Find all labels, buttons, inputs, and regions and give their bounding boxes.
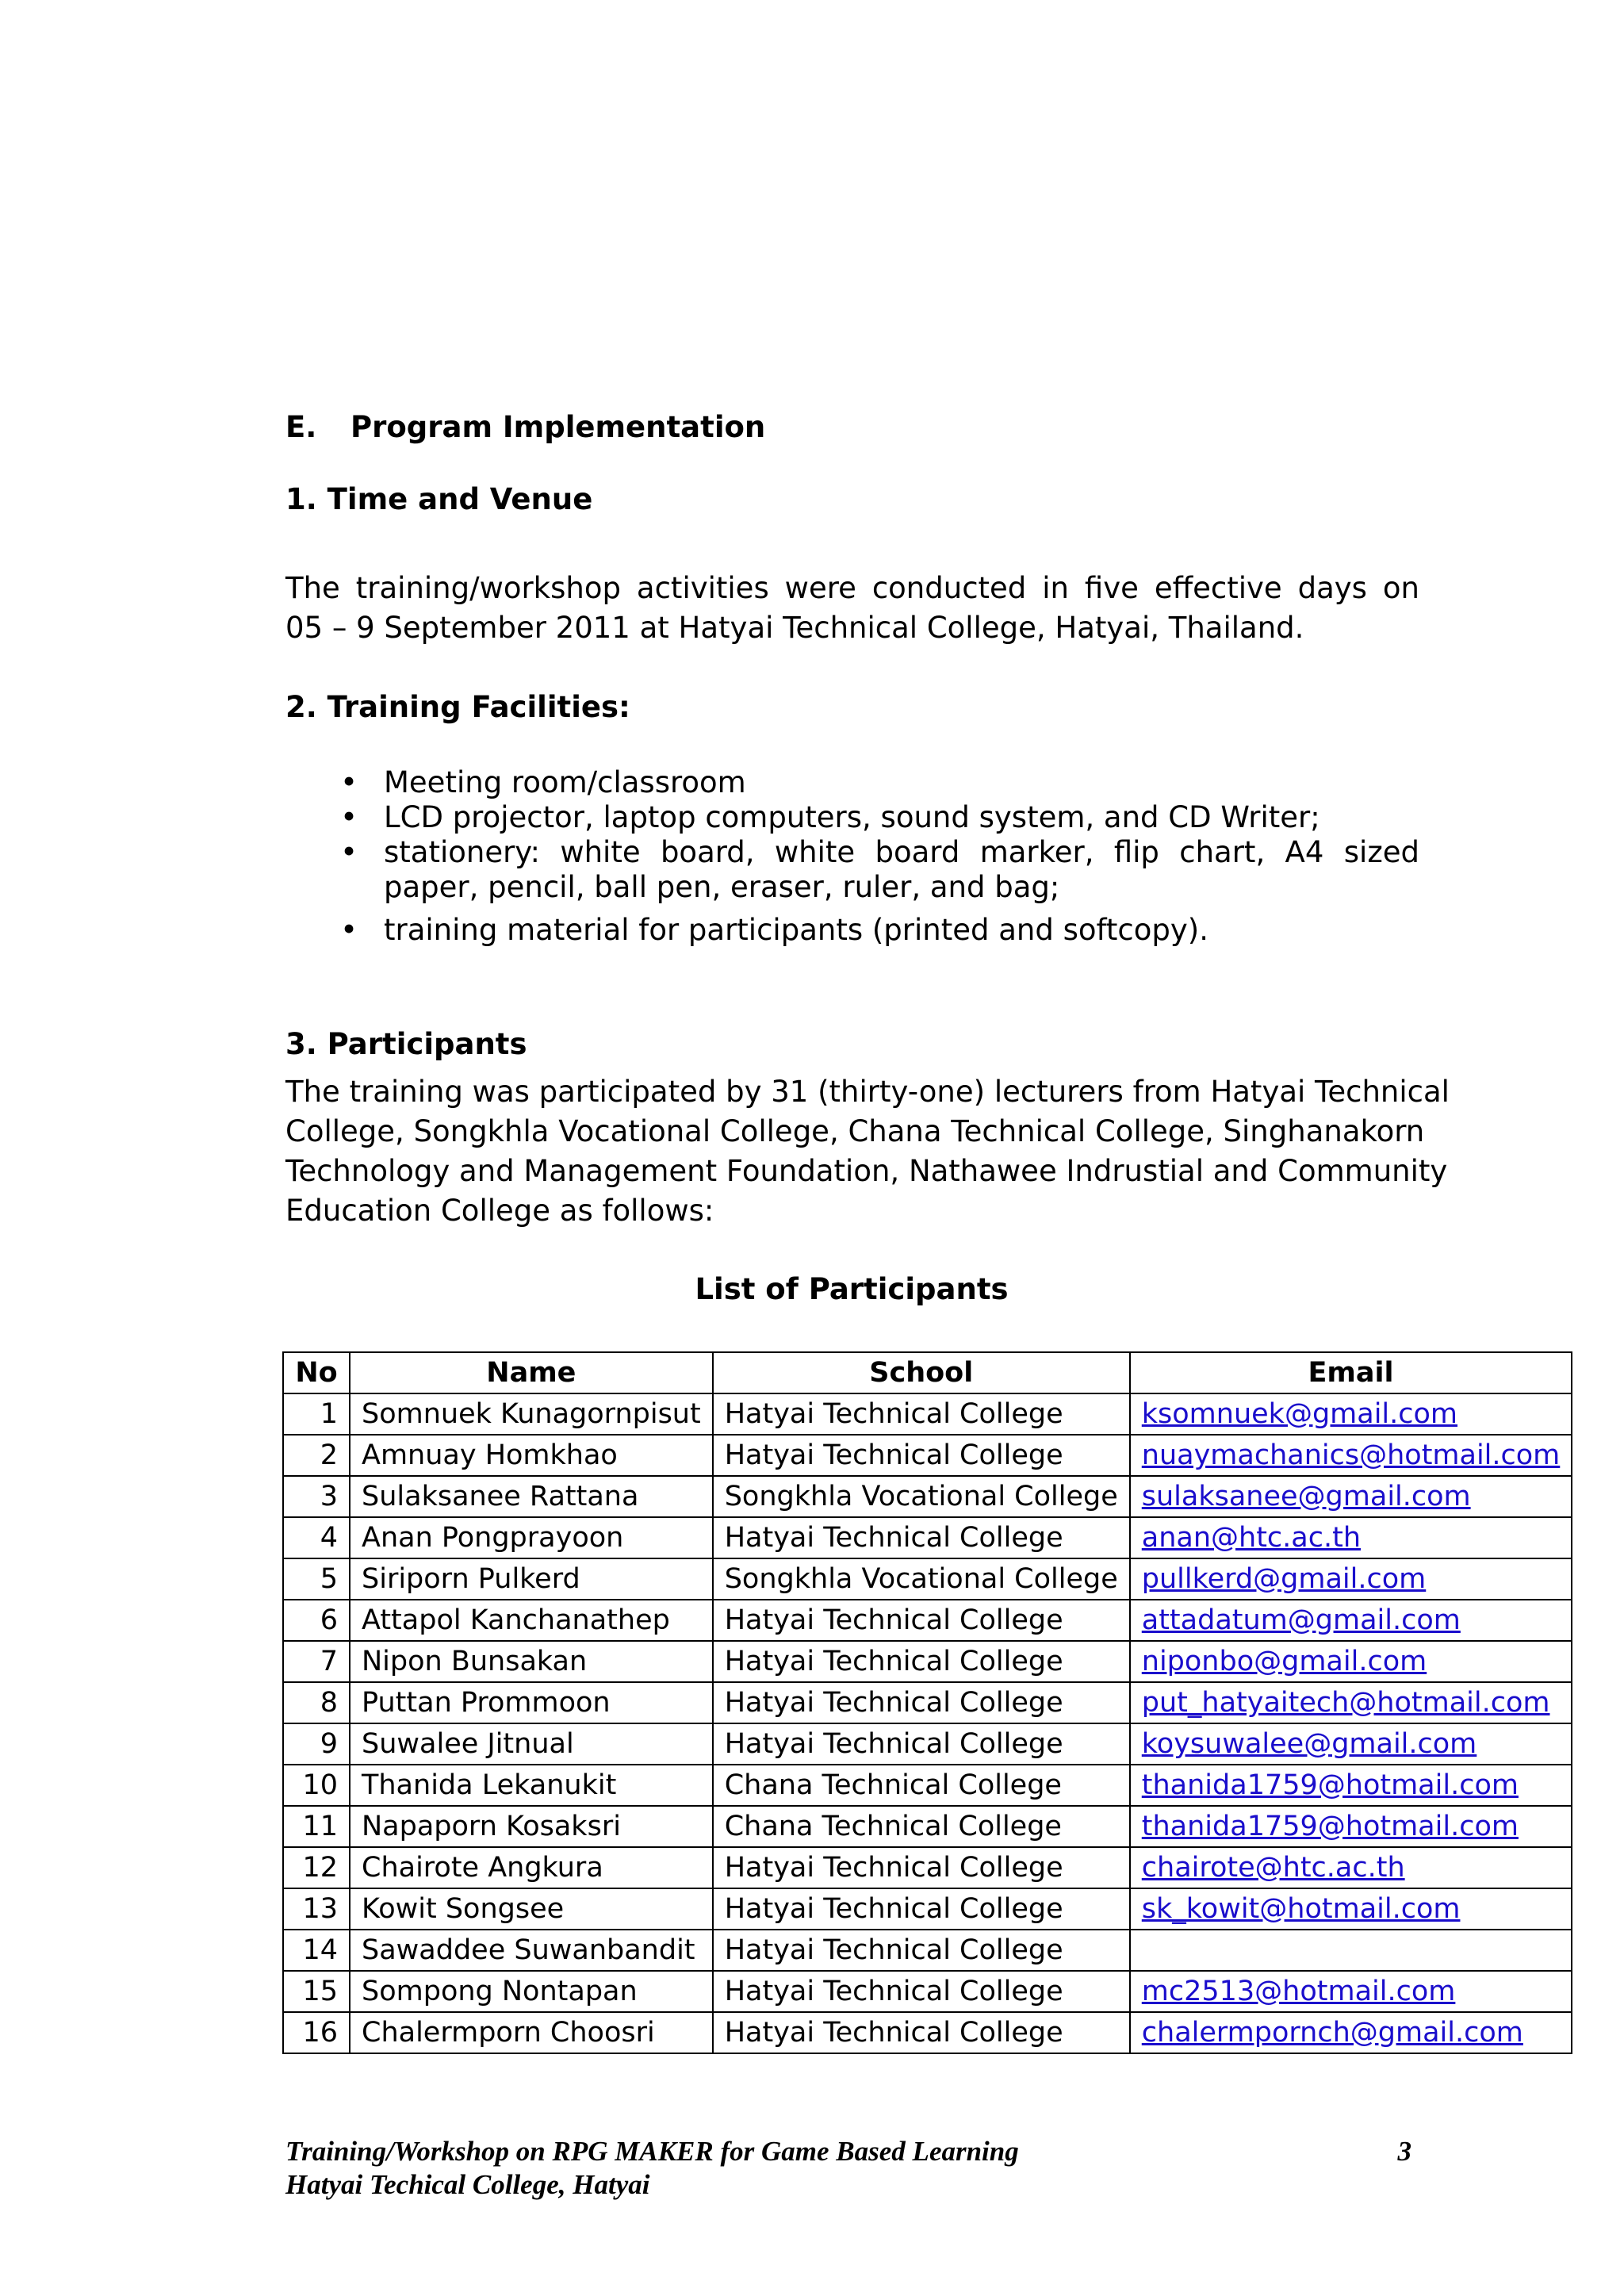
footer-subtitle: Hatyai Techical College, Hatyai bbox=[285, 2169, 650, 2200]
table-body bbox=[283, 1393, 1572, 2053]
cell-email bbox=[1130, 1558, 1572, 1600]
cell-school: Hatyai Technical College bbox=[713, 1600, 1130, 1641]
cell-no: 13 bbox=[283, 1888, 350, 1930]
table-row bbox=[283, 1930, 1572, 1971]
cell-name: Nipon Bunsakan bbox=[350, 1641, 713, 1682]
list-item-text: training material for participants (printed and softcopy). bbox=[384, 913, 1208, 947]
cell-no: 14 bbox=[283, 1930, 350, 1971]
cell-email bbox=[1130, 1476, 1572, 1517]
cell-school: Hatyai Technical College bbox=[713, 1641, 1130, 1682]
column-header-email: Email bbox=[1130, 1352, 1572, 1393]
cell-name: Chalermporn Choosri bbox=[350, 2012, 713, 2053]
email-link[interactable]: put_hatyaitech@hotmail.com bbox=[1141, 1687, 1550, 1719]
cell-school: Hatyai Technical College bbox=[713, 1971, 1130, 2012]
email-link[interactable]: thanida1759@hotmail.com bbox=[1141, 1769, 1519, 1801]
cell-name: Attapol Kanchanathep bbox=[350, 1600, 713, 1641]
section-heading bbox=[285, 410, 765, 445]
email-link[interactable]: niponbo@gmail.com bbox=[1141, 1646, 1427, 1677]
footer-title: Training/Workshop on RPG MAKER for Game Based Learning bbox=[285, 2136, 1019, 2167]
cell-name: Siriporn Pulkerd bbox=[350, 1558, 713, 1600]
bullet-icon: • bbox=[340, 800, 358, 834]
cell-name: Chairote Angkura bbox=[350, 1847, 713, 1888]
cell-school: Chana Technical College bbox=[713, 1765, 1130, 1806]
cell-school: Hatyai Technical College bbox=[713, 1847, 1130, 1888]
participants-line: Technology and Management Foundation, Nathawee Indrustial and Community bbox=[285, 1154, 1448, 1188]
cell-email bbox=[1130, 1682, 1572, 1723]
cell-no: 3 bbox=[283, 1476, 350, 1517]
cell-email bbox=[1130, 1930, 1572, 1971]
email-link[interactable]: sk_kowit@hotmail.com bbox=[1141, 1893, 1461, 1925]
table-row bbox=[283, 1765, 1572, 1806]
bullet-icon: • bbox=[340, 913, 358, 947]
list-item-text: LCD projector, laptop computers, sound system, and CD Writer; bbox=[384, 800, 1320, 834]
cell-no: 11 bbox=[283, 1806, 350, 1847]
list-item bbox=[333, 765, 1419, 800]
cell-school: Chana Technical College bbox=[713, 1806, 1130, 1847]
table-row bbox=[283, 1723, 1572, 1765]
facilities-heading: 2. Training Facilities: bbox=[285, 690, 630, 724]
cell-name: Amnuay Homkhao bbox=[350, 1435, 713, 1476]
cell-name: Kowit Songsee bbox=[350, 1888, 713, 1930]
table-row bbox=[283, 1847, 1572, 1888]
participants-table bbox=[282, 1351, 1572, 2054]
cell-email bbox=[1130, 1600, 1572, 1641]
table-row bbox=[283, 1393, 1572, 1435]
email-link[interactable]: nuaymachanics@hotmail.com bbox=[1141, 1439, 1561, 1471]
cell-no: 1 bbox=[283, 1393, 350, 1435]
list-item-text: Meeting room/classroom bbox=[384, 765, 746, 799]
cell-email bbox=[1130, 1517, 1572, 1558]
table-header-row bbox=[283, 1352, 1572, 1393]
list-item bbox=[333, 835, 1419, 905]
section-title: Program Implementation bbox=[350, 410, 766, 444]
table-row bbox=[283, 1517, 1572, 1558]
participants-line: Education College as follows: bbox=[285, 1194, 714, 1228]
email-link[interactable]: thanida1759@hotmail.com bbox=[1141, 1811, 1519, 1842]
cell-no: 15 bbox=[283, 1971, 350, 2012]
participants-heading: 3. Participants bbox=[285, 1027, 527, 1061]
cell-name: Sawaddee Suwanbandit bbox=[350, 1930, 713, 1971]
cell-school: Hatyai Technical College bbox=[713, 1393, 1130, 1435]
table-row bbox=[283, 1888, 1572, 1930]
cell-no: 10 bbox=[283, 1765, 350, 1806]
email-link[interactable]: chairote@htc.ac.th bbox=[1141, 1852, 1405, 1884]
participants-line: The training was participated by 31 (thirty-one) lecturers from Hatyai Technical bbox=[285, 1075, 1450, 1109]
time-venue-line-2: 05 – 9 September 2011 at Hatyai Technical College, Hatyai, Thailand. bbox=[285, 611, 1304, 645]
section-letter: E. bbox=[285, 410, 317, 444]
email-link[interactable]: sulaksanee@gmail.com bbox=[1141, 1481, 1471, 1512]
column-header-no: No bbox=[283, 1352, 350, 1393]
cell-name: Anan Pongprayoon bbox=[350, 1517, 713, 1558]
cell-email bbox=[1130, 1888, 1572, 1930]
cell-email bbox=[1130, 2012, 1572, 2053]
bullet-icon: • bbox=[340, 765, 358, 799]
cell-name: Somnuek Kunagornpisut bbox=[350, 1393, 713, 1435]
table-row bbox=[283, 1476, 1572, 1517]
cell-name: Napaporn Kosaksri bbox=[350, 1806, 713, 1847]
time-venue-line-1: The training/workshop activities were conducted in five effective days on bbox=[285, 571, 1419, 605]
cell-school: Hatyai Technical College bbox=[713, 1517, 1130, 1558]
table-row bbox=[283, 1435, 1572, 1476]
email-link[interactable]: anan@htc.ac.th bbox=[1141, 1522, 1362, 1554]
table-row bbox=[283, 1971, 1572, 2012]
email-link[interactable]: koysuwalee@gmail.com bbox=[1141, 1728, 1477, 1760]
table-row bbox=[283, 1600, 1572, 1641]
list-item bbox=[333, 913, 1419, 948]
page-number: 3 bbox=[1397, 2136, 1411, 2167]
list-item bbox=[333, 800, 1419, 835]
cell-school: Hatyai Technical College bbox=[713, 1435, 1130, 1476]
table-row bbox=[283, 1641, 1572, 1682]
column-header-name: Name bbox=[350, 1352, 713, 1393]
participants-line: College, Songkhla Vocational College, Chana Technical College, Singhanakorn bbox=[285, 1114, 1425, 1148]
cell-school: Songkhla Vocational College bbox=[713, 1558, 1130, 1600]
cell-no: 12 bbox=[283, 1847, 350, 1888]
table-row bbox=[283, 1806, 1572, 1847]
cell-no: 16 bbox=[283, 2012, 350, 2053]
cell-no: 8 bbox=[283, 1682, 350, 1723]
cell-no: 7 bbox=[283, 1641, 350, 1682]
cell-name: Sompong Nontapan bbox=[350, 1971, 713, 2012]
cell-no: 9 bbox=[283, 1723, 350, 1765]
bullet-icon: • bbox=[340, 835, 358, 869]
cell-name: Thanida Lekanukit bbox=[350, 1765, 713, 1806]
cell-school: Hatyai Technical College bbox=[713, 1930, 1130, 1971]
cell-email bbox=[1130, 1806, 1572, 1847]
cell-no: 2 bbox=[283, 1435, 350, 1476]
cell-no: 6 bbox=[283, 1600, 350, 1641]
cell-school: Hatyai Technical College bbox=[713, 1723, 1130, 1765]
cell-school: Hatyai Technical College bbox=[713, 1682, 1130, 1723]
cell-email bbox=[1130, 1393, 1572, 1435]
time-venue-paragraph bbox=[285, 569, 1419, 648]
cell-name: Suwalee Jitnual bbox=[350, 1723, 713, 1765]
cell-email bbox=[1130, 1971, 1572, 2012]
table-row bbox=[283, 2012, 1572, 2053]
email-link[interactable]: pullkerd@gmail.com bbox=[1141, 1563, 1427, 1595]
cell-name: Puttan Prommoon bbox=[350, 1682, 713, 1723]
email-link[interactable]: ksomnuek@gmail.com bbox=[1141, 1398, 1458, 1430]
cell-school: Songkhla Vocational College bbox=[713, 1476, 1130, 1517]
column-header-school: School bbox=[713, 1352, 1130, 1393]
table-row bbox=[283, 1558, 1572, 1600]
cell-school: Hatyai Technical College bbox=[713, 1888, 1130, 1930]
table-row bbox=[283, 1682, 1572, 1723]
cell-email bbox=[1130, 1847, 1572, 1888]
facilities-list bbox=[333, 765, 1419, 948]
cell-no: 5 bbox=[283, 1558, 350, 1600]
table-title: List of Participants bbox=[695, 1272, 1009, 1306]
cell-school: Hatyai Technical College bbox=[713, 2012, 1130, 2053]
email-link[interactable]: chalermpornch@gmail.com bbox=[1141, 2017, 1523, 2049]
page-footer bbox=[285, 2135, 1411, 2202]
cell-no: 4 bbox=[283, 1517, 350, 1558]
email-link[interactable]: mc2513@hotmail.com bbox=[1141, 1976, 1456, 2007]
time-venue-heading: 1. Time and Venue bbox=[285, 482, 593, 516]
cell-email bbox=[1130, 1641, 1572, 1682]
cell-name: Sulaksanee Rattana bbox=[350, 1476, 713, 1517]
email-link[interactable]: attadatum@gmail.com bbox=[1141, 1604, 1461, 1636]
participants-paragraph bbox=[285, 1072, 1450, 1231]
list-item-text: stationery: white board, white board marker, flip chart, A4 sized paper, pencil, ball pen, eraser, ruler, and bag; bbox=[384, 835, 1419, 904]
cell-email bbox=[1130, 1723, 1572, 1765]
cell-email bbox=[1130, 1435, 1572, 1476]
cell-email bbox=[1130, 1765, 1572, 1806]
